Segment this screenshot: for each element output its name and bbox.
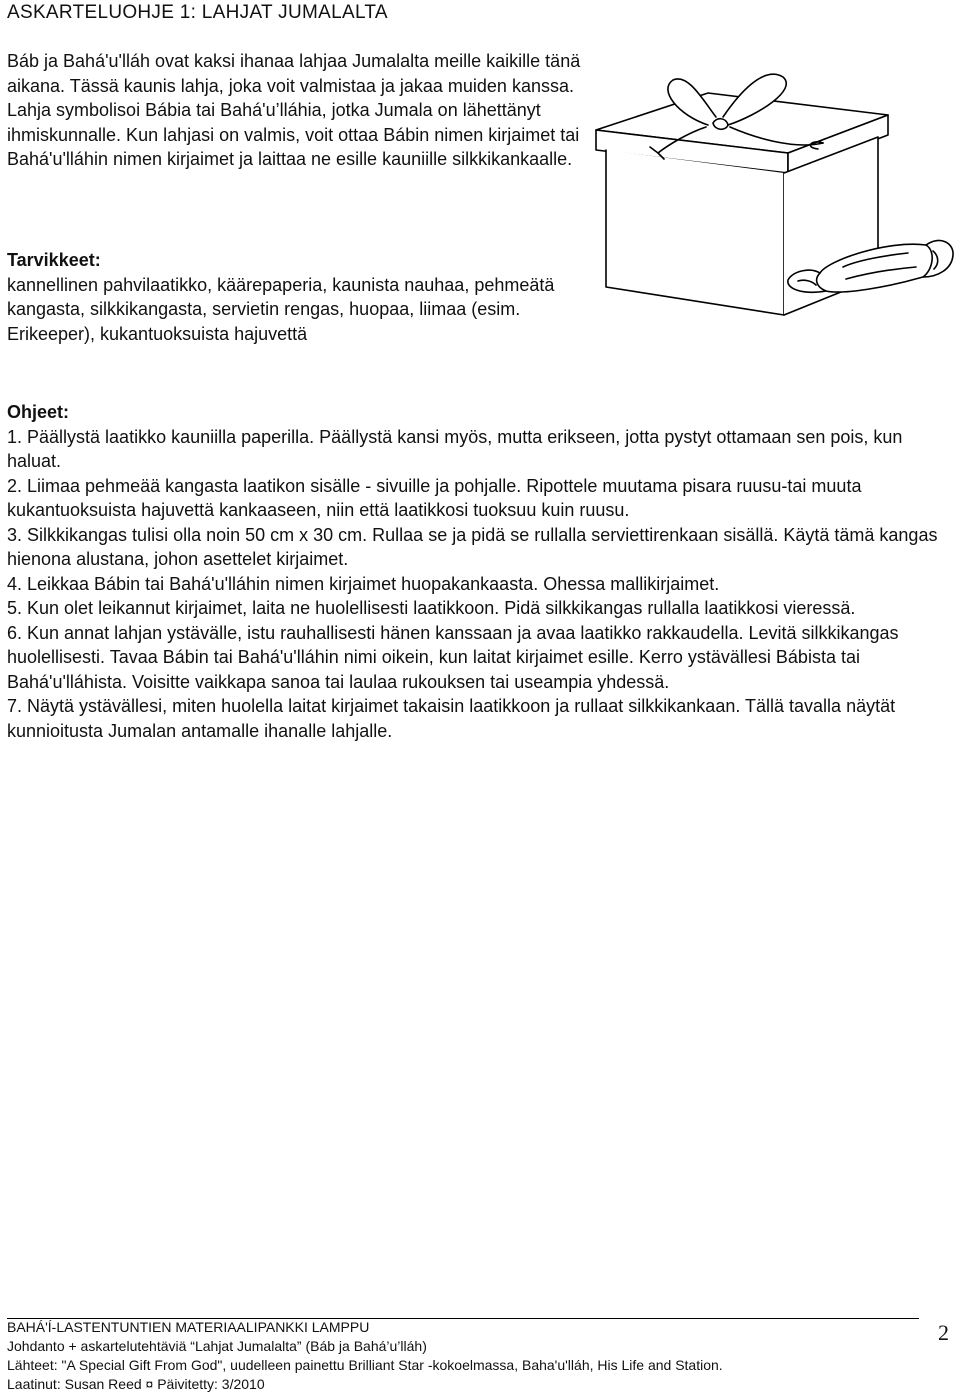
instruction-step-5: 5. Kun olet leikannut kirjaimet, laita ne huolellisesti laatikkoon. Pidä silkkikangas rullalla laatikkosi vieressä. (7, 598, 856, 618)
instructions-heading: Ohjeet: (7, 402, 70, 422)
instruction-step-3: 3. Silkkikangas tulisi olla noin 50 cm x 30 cm. Rullaa se ja pidä se rullalla serviettirenkaan sisällä. Käytä tämä kangas hienona alustana, johon asettelet kirjaimet. (7, 524, 938, 569)
materials-text: kannellinen pahvilaatikko, käärepaperia, kaunista nauhaa, pehmeätä kangasta, silkkikangasta, servietin rengas, huopaa, liimaa (esim. Erikeeper), kukantuoksuista hajuvettä (7, 274, 555, 344)
instruction-step-4: 4. Leikkaa Bábin tai Bahá'u'lláhin nimen kirjaimet huopakankaasta. Ohessa mallikirjaimet. (7, 573, 720, 594)
intro-section (7, 49, 582, 172)
gift-box-illustration (588, 55, 958, 345)
instruction-step-7: 7. Näytä ystävällesi, miten huolella laitat kirjaimet takaisin laatikkoon ja rullaat silkkikankaan. Tällä tavalla näytät kunnioitusta Jumalan antamalle ihanalle lahjalle. (7, 696, 896, 741)
page-title: ASKARTELUOHJE 1: LAHJAT JUMALALTA (7, 2, 388, 23)
instructions-section (7, 400, 953, 743)
instruction-step-6: 6. Kun annat lahjan ystävälle, istu rauhallisesti hänen kanssaan ja avaa laatikko rakkaudella. Levitä silkkikangas huolellisesti. Tavaa Bábin tai Bahá'u'lláhin nimi oikein, kun laitat kirjaimet esille. Kerro ystävällesi Bábista tai Bahá'u'lláhista. Voisitte vaikkapa sanoa tai laulaa rukouksen tai useampia yhdessä. (7, 622, 899, 692)
page-number: 2 (938, 1320, 949, 1345)
intro-paragraph: Báb ja Bahá'u'lláh ovat kaksi ihanaa lahjaa Jumalalta meille kaikille tänä aikana. Tässä kaunis lahja, joka voit valmistaa ja jakaa muiden kanssa. Lahja symbolisoi Bábia tai Bahá'u’lláhia, jotka Jumala on lähettänyt ihmiskunnalle. Kun lahjasi on valmis, voit ottaa Bábin nimen kirjaimet tai Bahá'u'lláhin nimen kirjaimet ja laittaa ne esille kauniille silkkikankaalle. (7, 51, 581, 169)
footer (7, 1318, 953, 1394)
footer-line-1: BAHÁ'Í-LASTENTUNTIEN MATERIAALIPANKKI LAMPPU (7, 1319, 370, 1335)
materials-section (7, 248, 567, 346)
footer-line-2: Johdanto + askartelutehtäviä “Lahjat Jumalalta” (Báb ja Bahá’u’lláh) (7, 1338, 427, 1354)
instruction-step-2: 2. Liimaa pehmeää kangasta laatikon sisälle - sivuille ja pohjalle. Ripottele muutama pisara ruusu-tai muuta kukantuoksuista hajuvettä kankaaseen, niin että laatikkosi tuoksuu kuin ruusu. (7, 475, 862, 520)
footer-line-3: Lähteet: "A Special Gift From God", uudelleen painettu Brilliant Star -kokoelmassa, Baha'u'lláh, His Life and Station. (7, 1357, 723, 1373)
footer-line-4: Laatinut: Susan Reed ¤ Päivitetty: 3/2010 (7, 1376, 265, 1392)
instruction-step-1: 1. Päällystä laatikko kauniilla paperilla. Päällystä kansi myös, mutta erikseen, jotta pystyt ottamaan sen pois, kun haluat. (7, 426, 903, 471)
materials-heading: Tarvikkeet: (7, 250, 101, 270)
